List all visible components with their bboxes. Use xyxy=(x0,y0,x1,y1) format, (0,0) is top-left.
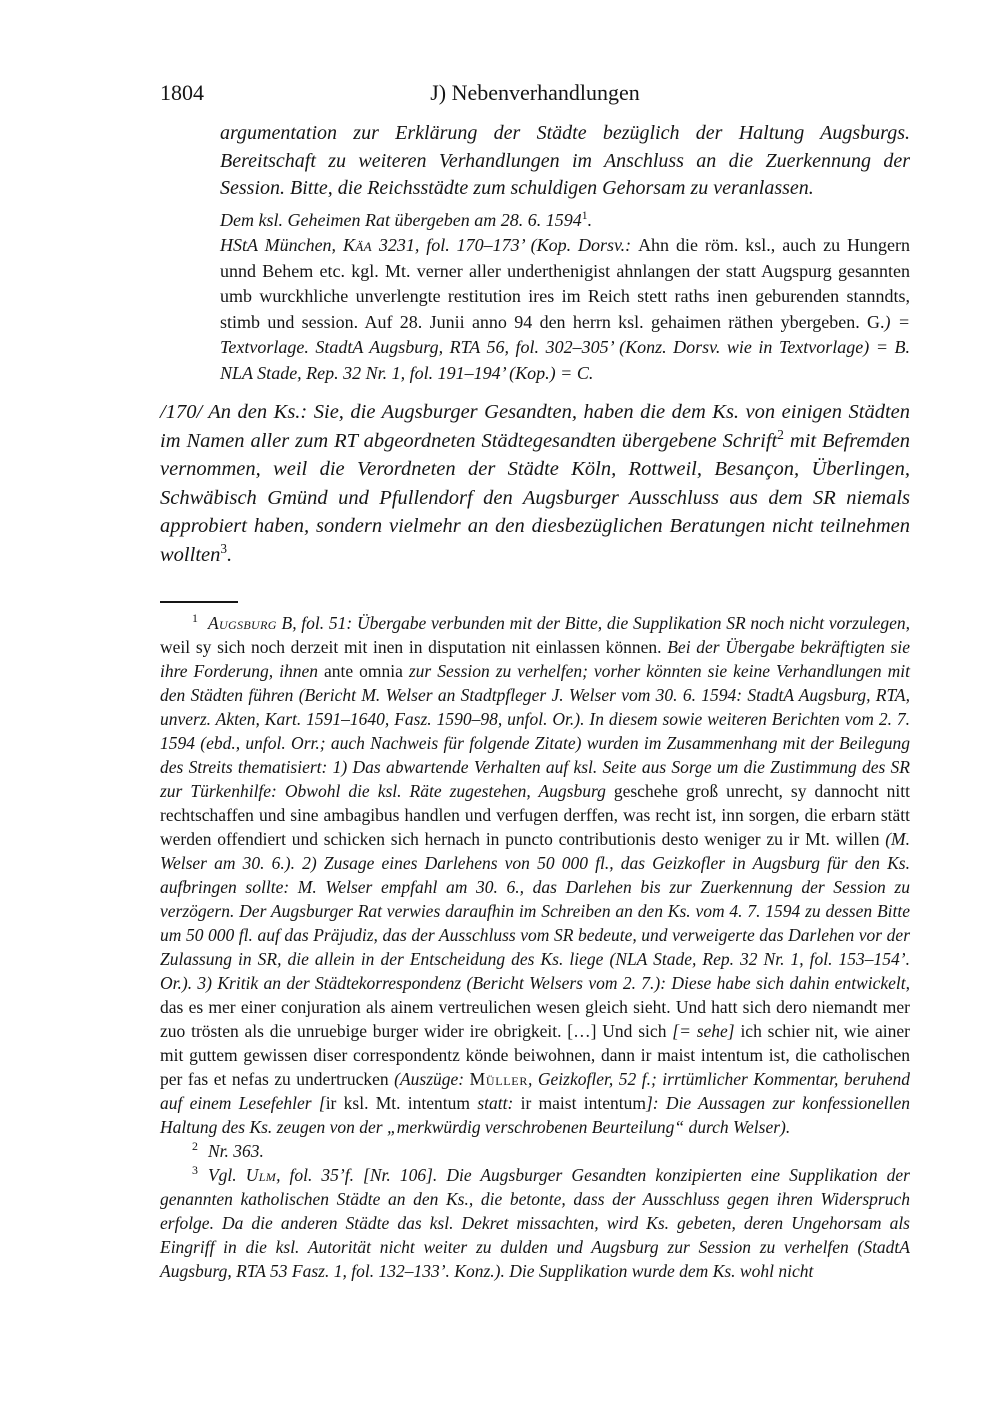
footnote-2 xyxy=(160,1139,910,1163)
footnote-2-marker: 2 xyxy=(192,1139,198,1154)
footnote-1-marker: 1 xyxy=(192,611,198,626)
regest-summary xyxy=(220,120,910,203)
source-citation xyxy=(220,233,910,386)
text-column xyxy=(160,120,910,1283)
source-citation-text: HStA München, Käa 3231, fol. 170–173’ (Kop. Dorsv.: Ahn die röm. ksl., auch zu Hungern unnd Behem etc. kgl. Mt. verner aller underthenigist ahnlangen der statt Augspurg gesannten umb wurckhliche unverlengte restitution ires im Reich stett raths inen geburenden stanndts, stimb und session. Auf 28. Junii anno 94 den herrn ksl. gehaimen räthen ybergeben. G.) = Textvorlage. StadtA Augsburg, RTA 56, fol. 302–305’ (Konz. Dorsv. wie in Textvorlage) = B. NLA Stade, Rep. 32 Nr. 1, fol. 191–194’ (Kop.) = C. xyxy=(220,235,911,383)
delivery-note xyxy=(220,208,910,234)
footnotes-section xyxy=(160,611,910,1283)
page-header xyxy=(160,80,910,108)
footnote-separator xyxy=(160,601,238,603)
delivery-note-text: Dem ksl. Geheimen Rat übergeben am 28. 6. 1594$^1$. xyxy=(220,208,593,230)
main-text xyxy=(160,398,910,569)
footnote-2-text: Nr. 363. xyxy=(207,1141,264,1161)
footnote-3 xyxy=(160,1163,910,1283)
footnote-1 xyxy=(160,611,910,1139)
running-title: J) Nebenverhandlungen xyxy=(430,80,640,105)
footnote-3-text: Vgl. Ulm, fol. 35’f. [Nr. 106]. Die Augsburger Gesandten konzipierten eine Supplikation der genannten katholischen Städte an den Ks., die betonte, dass der Ausschluss gegen ihren Widerspruch erfolge. Da die anderen Städte das ksl. Dekret missachten, wird Ks. gebeten, deren Ungehorsam als Eingriff in die ksl. Autorität nicht weiter zu dulden und Augsburg zur Session zu verhelfen (StadtA Augsburg, RTA 53 Fasz. 1, fol. 132–133’. Konz.). Die Supplikation wurde dem Ks. wohl nicht xyxy=(160,1165,910,1281)
regest-text: argumentation zur Erklärung der Städte bezüglich der Haltung Augsburgs. Bereitschaft zu weiteren Verhandlungen im Anschluss an die Zuerkennung der Session. Bitte, die Reichsstädte zum schuldigen Gehorsam zu veranlassen. xyxy=(220,122,910,199)
footnote-1-text: Augsburg B, fol. 51: Übergabe verbunden mit der Bitte, die Supplikation SR noch nicht vorzulegen, weil sy sich noch derzeit mit inen in disputation nit einlassen können. Bei der Übergabe bekräftigten sie ihre Forderung, ihnen ante omnia zur Session zu verhelfen; vorher könnten sie keine Verhandlungen mit den Städten führen (Bericht M. Welser an Stadtpfleger J. Welser vom 30. 6. 1594: StadtA Augsburg, RTA, unverz. Akten, Kart. 1591–1640, Fasz. 1590–98, unfol. Or.). In diesem sowie weiteren Berichten vom 2. 7. 1594 (ebd., unfol. Orr.; auch Nachweis für folgende Zitate) wurden im Zusammenhang mit der Beilegung des Streits thematisiert: 1) Das abwartende Verhalten auf ksl. Seite aus Sorge um die Zustimmung des SR zur Türkenhilfe: Obwohl die ksl. Räte zugestehen, Augsburg geschehe groß unrecht, sy dannocht nitt rechtschaffen und sine ambagibus handlen und verfugen derffen, was recht ist, inn sorgen, die erbarn stätt werden offendiert und schicken sich hernach in puncto contributionis desto weniger zu ir Mt. willen (M. Welser am 30. 6.). 2) Zusage eines Darlehens von 50 000 fl., das Geizkofler in Augsburg für den Ks. aufbringen sollte: M. Welser empfahl am 30. 6., das Darlehen bis zur Zuerkennung der Session zu verzögern. Der Augsburger Rat verwies daraufhin im Schreiben an den Ks. vom 4. 7. 1594 zu dessen Bitte um 50 000 fl. auf das Präjudiz, das der Ausschluss vom SR bedeute, und verweigerte das Darlehen vor der Zulassung in SR, die allein in der Entscheidung des Ks. liege (NLA Stade, Rep. 32 Nr. 1, fol. 153–154’. Or.). 3) Kritik an der Städtekorrespondenz (Bericht Welsers vom 2. 7.): Diese habe sich dahin entwickelt, das es mer einer conjuration als ainem vertreulichen wesen gleich sieht. Und hatt sich dero niemandt mer zuo trösten als die unruebige burger wider ire obrigkeit. […] Und sich [= sehe] ich schier nit, wie ainer mit guttem gewissen diser correspondentz könde beiwohnen, dann ir maist intentum ist, die catholischen per fas et nefas zu undertrucken (Auszüge: Müller, Geizkofler, 52 f.; irrtümlicher Kommentar, beruhend auf einem Lesefehler [ir ksl. Mt. intentum statt: ir maist intentum]: Die Aussagen zur konfessionellen Haltung des Ks. zeugen von der „merkwürdig verschrobenen Beurteilung“ durch Welser). xyxy=(160,613,911,1137)
page-number: 1804 xyxy=(160,80,204,105)
footnote-3-marker: 3 xyxy=(192,1163,198,1178)
main-text-content: /170/ An den Ks.: Sie, die Augsburger Gesandten, haben die dem Ks. von einigen Städten im Namen aller zum RT abgeordneten Städtegesandten übergebene Schrift$^2$ mit Befremden vernommen, weil die Verordneten der Städte Köln, Rottweil, Besançon, Überlingen, Schwäbisch Gmünd und Pfullendorf den Augsburger Ausschluss aus dem SR niemals approbiert haben, sondern vielmehr an den diesbezüglichen Beratungen nicht teilnehmen wollten$^3$. xyxy=(160,401,910,566)
